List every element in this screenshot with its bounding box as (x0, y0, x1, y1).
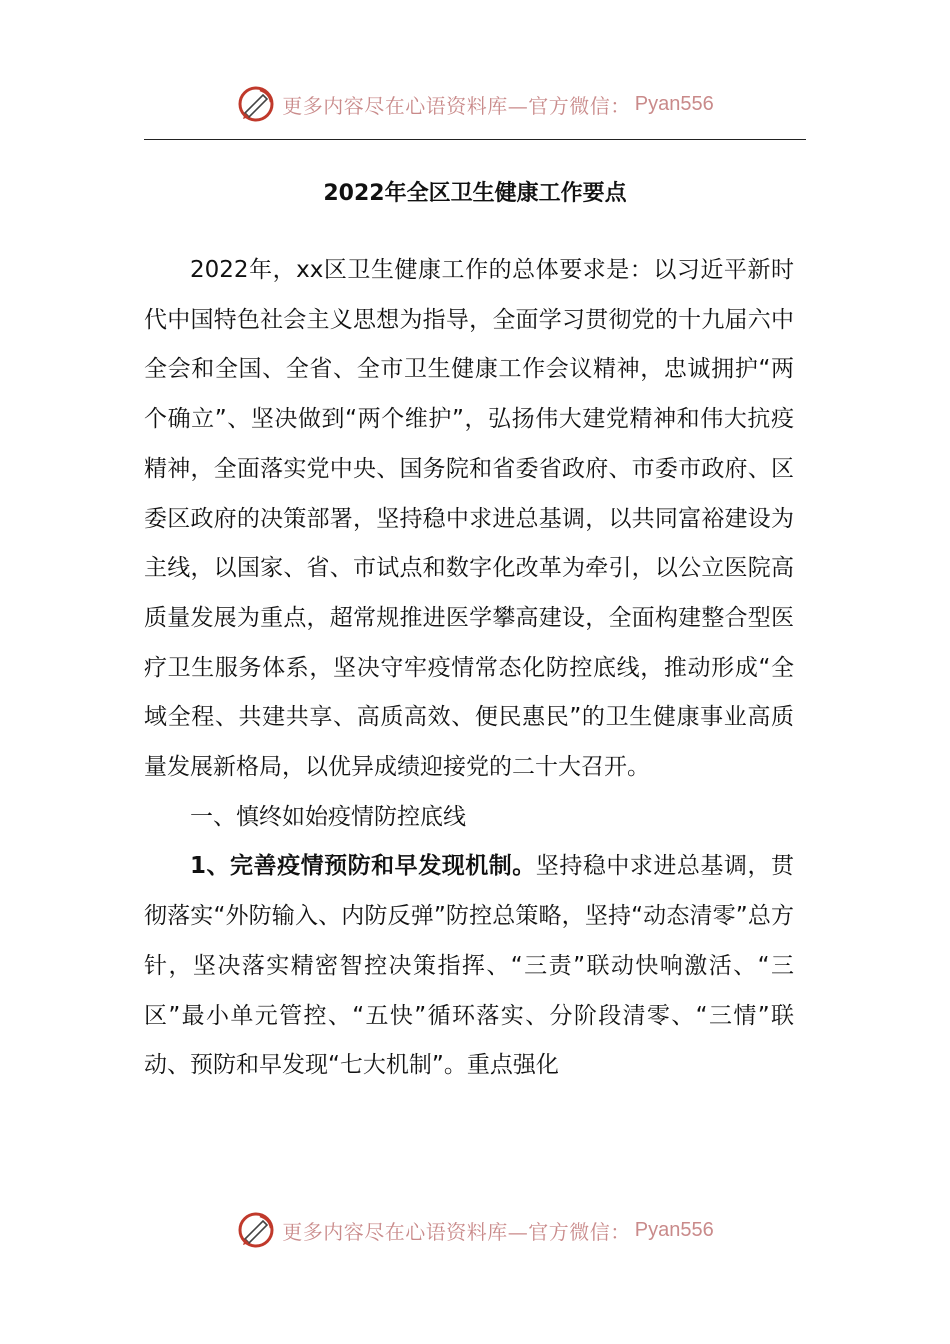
watermark-text: 更多内容尽在心语资料库—官方微信： (282, 1219, 631, 1244)
item-heading: 1、完善疫情预防和早发现机制。 (190, 853, 536, 880)
watermark-text: 更多内容尽在心语资料库—官方微信： (282, 93, 631, 118)
item-text: 坚持稳中求进总基调，贯彻落实“外防输入、内防反弹”防控总策略，坚持“动态清零”总方针，坚决落实精密智控决策指挥、“三责”联动快响激活、“三区”最小单元管控、“五快”循环落实、分阶段清零、“三情”联动、预防和早发现“七大机制”。重点强化 (144, 853, 794, 1079)
header-watermark (0, 82, 950, 126)
header-divider (144, 139, 806, 140)
section-heading: 一、慎终如始疫情防控底线 (190, 803, 466, 830)
document-title: 2022年全区卫生健康工作要点 (323, 181, 627, 206)
item-paragraph (144, 842, 794, 1091)
footer-watermark (0, 1208, 950, 1252)
document-body (144, 246, 794, 1091)
pen-logo-icon (236, 1210, 276, 1250)
watermark-handle: Pyan556 (634, 92, 714, 115)
intro-paragraph: 2022年，xx区卫生健康工作的总体要求是：以习近平新时代中国特色社会主义思想为指导，全面学习贯彻党的十九届六中全会和全国、全省、全市卫生健康工作会议精神，忠诚拥护“两个确立”、坚决做到“两个维护”，弘扬伟大建党精神和伟大抗疫精神，全面落实党中央、国务院和省委省政府、市委市政府、区委区政府的决策部署，坚持稳中求进总基调，以共同富裕建设为主线，以国家、省、市试点和数字化改革为牵引，以公立医院高质量发展为重点，超常规推进医学攀高建设，全面构建整合型医疗卫生服务体系，坚决守牢疫情常态化防控底线，推动形成“全域全程、共建共享、高质高效、便民惠民”的卫生健康事业高质量发展新格局，以优异成绩迎接党的二十大召开。 (144, 257, 794, 781)
pen-logo-icon (236, 84, 276, 124)
watermark-handle: Pyan556 (634, 1218, 714, 1241)
